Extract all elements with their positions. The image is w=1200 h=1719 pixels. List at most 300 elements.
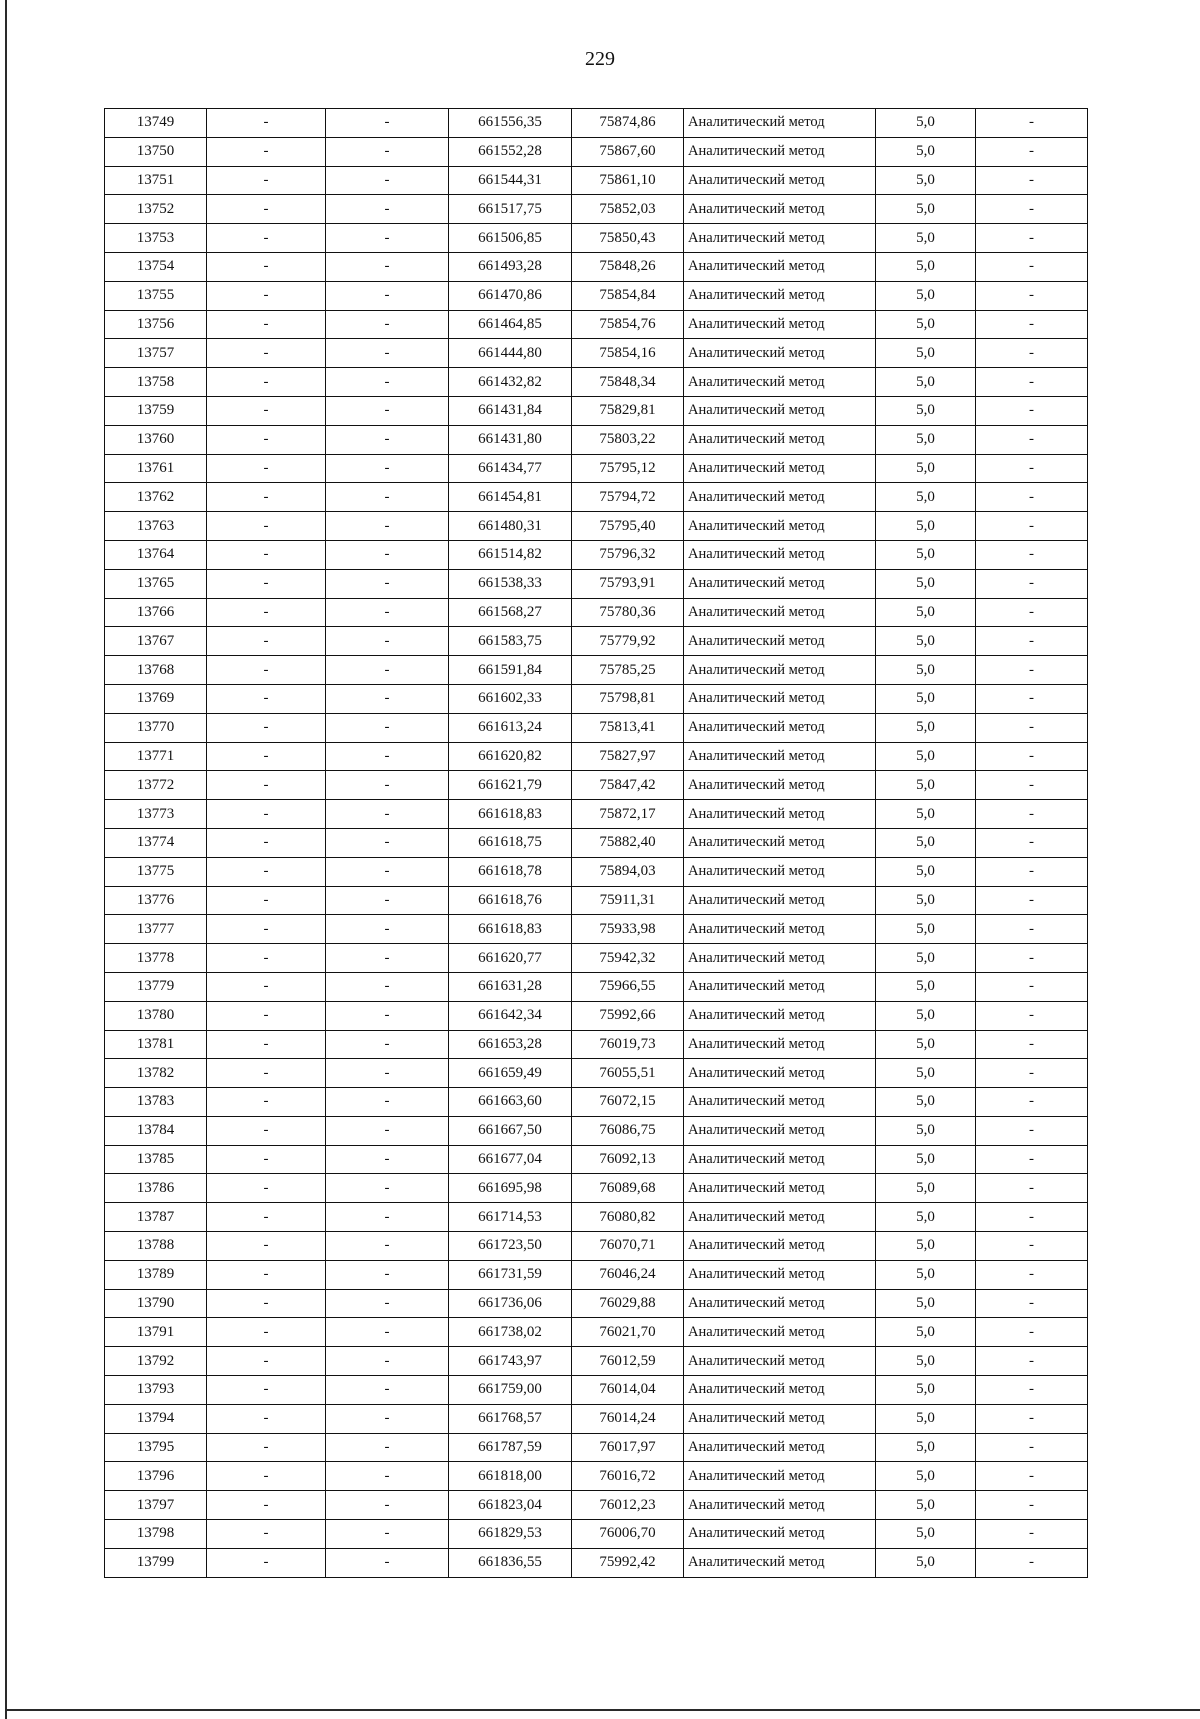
x-coordinate-cell: 661538,33 [449, 569, 572, 598]
accuracy-cell: 5,0 [876, 1376, 976, 1405]
col-3-cell: - [326, 1059, 449, 1088]
y-coordinate-cell: 76089,68 [572, 1174, 684, 1203]
y-coordinate-cell: 76055,51 [572, 1059, 684, 1088]
accuracy-cell: 5,0 [876, 1404, 976, 1433]
accuracy-cell: 5,0 [876, 1318, 976, 1347]
y-coordinate-cell: 75942,32 [572, 944, 684, 973]
point-number-cell: 13752 [105, 195, 207, 224]
x-coordinate-cell: 661659,49 [449, 1059, 572, 1088]
x-coordinate-cell: 661653,28 [449, 1030, 572, 1059]
point-number-cell: 13793 [105, 1376, 207, 1405]
accuracy-cell: 5,0 [876, 512, 976, 541]
col-3-cell: - [326, 1433, 449, 1462]
table-row [105, 771, 1088, 800]
method-cell: Аналитический метод [684, 1088, 876, 1117]
method-cell: Аналитический метод [684, 1404, 876, 1433]
accuracy-cell: 5,0 [876, 1030, 976, 1059]
y-coordinate-cell: 75848,34 [572, 368, 684, 397]
method-cell: Аналитический метод [684, 1520, 876, 1549]
y-coordinate-cell: 75850,43 [572, 224, 684, 253]
col-8-cell: - [976, 1376, 1088, 1405]
y-coordinate-cell: 75793,91 [572, 569, 684, 598]
y-coordinate-cell: 75882,40 [572, 828, 684, 857]
col-8-cell: - [976, 1203, 1088, 1232]
coordinates-table [104, 108, 1088, 1578]
accuracy-cell: 5,0 [876, 656, 976, 685]
accuracy-cell: 5,0 [876, 944, 976, 973]
point-number-cell: 13784 [105, 1116, 207, 1145]
accuracy-cell: 5,0 [876, 1548, 976, 1577]
method-cell: Аналитический метод [684, 1548, 876, 1577]
col-3-cell: - [326, 598, 449, 627]
point-number-cell: 13759 [105, 396, 207, 425]
table-row [105, 713, 1088, 742]
method-cell: Аналитический метод [684, 483, 876, 512]
x-coordinate-cell: 661787,59 [449, 1433, 572, 1462]
method-cell: Аналитический метод [684, 886, 876, 915]
col-3-cell: - [326, 1260, 449, 1289]
col-2-cell: - [207, 454, 326, 483]
accuracy-cell: 5,0 [876, 339, 976, 368]
col-2-cell: - [207, 195, 326, 224]
col-3-cell: - [326, 1404, 449, 1433]
col-2-cell: - [207, 483, 326, 512]
col-8-cell: - [976, 656, 1088, 685]
col-2-cell: - [207, 1260, 326, 1289]
table-row [105, 828, 1088, 857]
col-2-cell: - [207, 310, 326, 339]
accuracy-cell: 5,0 [876, 886, 976, 915]
page-border-left [5, 0, 7, 1719]
accuracy-cell: 5,0 [876, 1491, 976, 1520]
y-coordinate-cell: 76012,23 [572, 1491, 684, 1520]
table-row [105, 742, 1088, 771]
col-3-cell: - [326, 1001, 449, 1030]
col-2-cell: - [207, 944, 326, 973]
col-3-cell: - [326, 483, 449, 512]
col-3-cell: - [326, 857, 449, 886]
method-cell: Аналитический метод [684, 1030, 876, 1059]
accuracy-cell: 5,0 [876, 1174, 976, 1203]
col-3-cell: - [326, 512, 449, 541]
y-coordinate-cell: 75966,55 [572, 972, 684, 1001]
x-coordinate-cell: 661768,57 [449, 1404, 572, 1433]
col-8-cell: - [976, 1318, 1088, 1347]
col-3-cell: - [326, 1145, 449, 1174]
y-coordinate-cell: 76019,73 [572, 1030, 684, 1059]
point-number-cell: 13765 [105, 569, 207, 598]
accuracy-cell: 5,0 [876, 742, 976, 771]
method-cell: Аналитический метод [684, 1462, 876, 1491]
y-coordinate-cell: 76080,82 [572, 1203, 684, 1232]
col-8-cell: - [976, 1145, 1088, 1174]
col-2-cell: - [207, 540, 326, 569]
col-8-cell: - [976, 1404, 1088, 1433]
y-coordinate-cell: 75795,40 [572, 512, 684, 541]
method-cell: Аналитический метод [684, 944, 876, 973]
y-coordinate-cell: 76016,72 [572, 1462, 684, 1491]
y-coordinate-cell: 75911,31 [572, 886, 684, 915]
accuracy-cell: 5,0 [876, 771, 976, 800]
accuracy-cell: 5,0 [876, 569, 976, 598]
accuracy-cell: 5,0 [876, 1116, 976, 1145]
point-number-cell: 13773 [105, 800, 207, 829]
table-row [105, 1548, 1088, 1577]
col-8-cell: - [976, 310, 1088, 339]
method-cell: Аналитический метод [684, 1318, 876, 1347]
point-number-cell: 13788 [105, 1232, 207, 1261]
x-coordinate-cell: 661818,00 [449, 1462, 572, 1491]
x-coordinate-cell: 661621,79 [449, 771, 572, 800]
col-8-cell: - [976, 915, 1088, 944]
accuracy-cell: 5,0 [876, 195, 976, 224]
col-2-cell: - [207, 252, 326, 281]
point-number-cell: 13776 [105, 886, 207, 915]
y-coordinate-cell: 75848,26 [572, 252, 684, 281]
accuracy-cell: 5,0 [876, 1260, 976, 1289]
method-cell: Аналитический метод [684, 1145, 876, 1174]
col-3-cell: - [326, 656, 449, 685]
x-coordinate-cell: 661631,28 [449, 972, 572, 1001]
method-cell: Аналитический метод [684, 425, 876, 454]
method-cell: Аналитический метод [684, 368, 876, 397]
point-number-cell: 13777 [105, 915, 207, 944]
point-number-cell: 13750 [105, 137, 207, 166]
y-coordinate-cell: 76012,59 [572, 1347, 684, 1376]
accuracy-cell: 5,0 [876, 1462, 976, 1491]
col-2-cell: - [207, 512, 326, 541]
col-3-cell: - [326, 540, 449, 569]
point-number-cell: 13754 [105, 252, 207, 281]
col-2-cell: - [207, 1376, 326, 1405]
y-coordinate-cell: 76070,71 [572, 1232, 684, 1261]
table-row [105, 368, 1088, 397]
x-coordinate-cell: 661695,98 [449, 1174, 572, 1203]
col-2-cell: - [207, 656, 326, 685]
method-cell: Аналитический метод [684, 281, 876, 310]
col-3-cell: - [326, 1548, 449, 1577]
table-row [105, 684, 1088, 713]
col-8-cell: - [976, 627, 1088, 656]
accuracy-cell: 5,0 [876, 1203, 976, 1232]
point-number-cell: 13778 [105, 944, 207, 973]
table-row [105, 627, 1088, 656]
table-row [105, 339, 1088, 368]
col-2-cell: - [207, 339, 326, 368]
col-8-cell: - [976, 972, 1088, 1001]
method-cell: Аналитический метод [684, 339, 876, 368]
col-3-cell: - [326, 396, 449, 425]
col-3-cell: - [326, 684, 449, 713]
y-coordinate-cell: 75867,60 [572, 137, 684, 166]
col-2-cell: - [207, 1088, 326, 1117]
y-coordinate-cell: 75872,17 [572, 800, 684, 829]
col-3-cell: - [326, 1347, 449, 1376]
col-3-cell: - [326, 742, 449, 771]
col-2-cell: - [207, 1347, 326, 1376]
method-cell: Аналитический метод [684, 224, 876, 253]
col-8-cell: - [976, 339, 1088, 368]
point-number-cell: 13769 [105, 684, 207, 713]
col-3-cell: - [326, 454, 449, 483]
method-cell: Аналитический метод [684, 598, 876, 627]
y-coordinate-cell: 76017,97 [572, 1433, 684, 1462]
table-row [105, 483, 1088, 512]
accuracy-cell: 5,0 [876, 166, 976, 195]
accuracy-cell: 5,0 [876, 483, 976, 512]
method-cell: Аналитический метод [684, 742, 876, 771]
table-row [105, 252, 1088, 281]
point-number-cell: 13779 [105, 972, 207, 1001]
accuracy-cell: 5,0 [876, 1289, 976, 1318]
x-coordinate-cell: 661480,31 [449, 512, 572, 541]
point-number-cell: 13760 [105, 425, 207, 454]
col-2-cell: - [207, 224, 326, 253]
y-coordinate-cell: 75992,66 [572, 1001, 684, 1030]
col-2-cell: - [207, 627, 326, 656]
point-number-cell: 13758 [105, 368, 207, 397]
col-8-cell: - [976, 224, 1088, 253]
table-row [105, 972, 1088, 1001]
col-8-cell: - [976, 800, 1088, 829]
y-coordinate-cell: 76014,04 [572, 1376, 684, 1405]
accuracy-cell: 5,0 [876, 1088, 976, 1117]
x-coordinate-cell: 661544,31 [449, 166, 572, 195]
y-coordinate-cell: 75854,84 [572, 281, 684, 310]
col-2-cell: - [207, 771, 326, 800]
table-row [105, 1088, 1088, 1117]
col-8-cell: - [976, 742, 1088, 771]
point-number-cell: 13798 [105, 1520, 207, 1549]
x-coordinate-cell: 661743,97 [449, 1347, 572, 1376]
y-coordinate-cell: 76092,13 [572, 1145, 684, 1174]
method-cell: Аналитический метод [684, 1347, 876, 1376]
accuracy-cell: 5,0 [876, 1347, 976, 1376]
col-8-cell: - [976, 252, 1088, 281]
method-cell: Аналитический метод [684, 569, 876, 598]
table-row [105, 137, 1088, 166]
point-number-cell: 13756 [105, 310, 207, 339]
x-coordinate-cell: 661432,82 [449, 368, 572, 397]
col-3-cell: - [326, 1376, 449, 1405]
col-8-cell: - [976, 1174, 1088, 1203]
point-number-cell: 13780 [105, 1001, 207, 1030]
table-row [105, 1203, 1088, 1232]
table-row [105, 1260, 1088, 1289]
point-number-cell: 13764 [105, 540, 207, 569]
col-8-cell: - [976, 109, 1088, 138]
accuracy-cell: 5,0 [876, 252, 976, 281]
point-number-cell: 13763 [105, 512, 207, 541]
table-row [105, 1232, 1088, 1261]
x-coordinate-cell: 661723,50 [449, 1232, 572, 1261]
point-number-cell: 13796 [105, 1462, 207, 1491]
col-2-cell: - [207, 569, 326, 598]
table-row [105, 425, 1088, 454]
x-coordinate-cell: 661431,84 [449, 396, 572, 425]
page-border-bottom [5, 1709, 1200, 1711]
col-8-cell: - [976, 771, 1088, 800]
col-8-cell: - [976, 1030, 1088, 1059]
col-3-cell: - [326, 944, 449, 973]
x-coordinate-cell: 661493,28 [449, 252, 572, 281]
accuracy-cell: 5,0 [876, 310, 976, 339]
method-cell: Аналитический метод [684, 627, 876, 656]
table-row [105, 857, 1088, 886]
method-cell: Аналитический метод [684, 713, 876, 742]
method-cell: Аналитический метод [684, 109, 876, 138]
table-row [105, 944, 1088, 973]
col-2-cell: - [207, 1318, 326, 1347]
table-row [105, 1520, 1088, 1549]
col-2-cell: - [207, 1289, 326, 1318]
table-row [105, 569, 1088, 598]
col-2-cell: - [207, 828, 326, 857]
col-3-cell: - [326, 1318, 449, 1347]
accuracy-cell: 5,0 [876, 915, 976, 944]
x-coordinate-cell: 661568,27 [449, 598, 572, 627]
y-coordinate-cell: 75992,42 [572, 1548, 684, 1577]
y-coordinate-cell: 75803,22 [572, 425, 684, 454]
method-cell: Аналитический метод [684, 1174, 876, 1203]
accuracy-cell: 5,0 [876, 1433, 976, 1462]
y-coordinate-cell: 76014,24 [572, 1404, 684, 1433]
col-2-cell: - [207, 742, 326, 771]
col-2-cell: - [207, 972, 326, 1001]
col-8-cell: - [976, 1001, 1088, 1030]
y-coordinate-cell: 75847,42 [572, 771, 684, 800]
y-coordinate-cell: 75829,81 [572, 396, 684, 425]
x-coordinate-cell: 661618,76 [449, 886, 572, 915]
method-cell: Аналитический метод [684, 800, 876, 829]
x-coordinate-cell: 661556,35 [449, 109, 572, 138]
y-coordinate-cell: 75795,12 [572, 454, 684, 483]
table-row [105, 224, 1088, 253]
method-cell: Аналитический метод [684, 1116, 876, 1145]
accuracy-cell: 5,0 [876, 598, 976, 627]
col-3-cell: - [326, 771, 449, 800]
table-row [105, 656, 1088, 685]
point-number-cell: 13795 [105, 1433, 207, 1462]
x-coordinate-cell: 661602,33 [449, 684, 572, 713]
method-cell: Аналитический метод [684, 1232, 876, 1261]
col-2-cell: - [207, 886, 326, 915]
col-8-cell: - [976, 1491, 1088, 1520]
method-cell: Аналитический метод [684, 1260, 876, 1289]
method-cell: Аналитический метод [684, 857, 876, 886]
col-2-cell: - [207, 1116, 326, 1145]
col-3-cell: - [326, 252, 449, 281]
table-row [105, 109, 1088, 138]
point-number-cell: 13761 [105, 454, 207, 483]
col-2-cell: - [207, 1462, 326, 1491]
col-2-cell: - [207, 1433, 326, 1462]
col-2-cell: - [207, 857, 326, 886]
col-3-cell: - [326, 195, 449, 224]
accuracy-cell: 5,0 [876, 1001, 976, 1030]
col-8-cell: - [976, 540, 1088, 569]
col-3-cell: - [326, 627, 449, 656]
accuracy-cell: 5,0 [876, 368, 976, 397]
col-8-cell: - [976, 944, 1088, 973]
point-number-cell: 13768 [105, 656, 207, 685]
x-coordinate-cell: 661667,50 [449, 1116, 572, 1145]
col-2-cell: - [207, 166, 326, 195]
col-3-cell: - [326, 915, 449, 944]
x-coordinate-cell: 661738,02 [449, 1318, 572, 1347]
col-3-cell: - [326, 224, 449, 253]
col-8-cell: - [976, 1347, 1088, 1376]
method-cell: Аналитический метод [684, 828, 876, 857]
table-row [105, 1491, 1088, 1520]
col-3-cell: - [326, 800, 449, 829]
col-3-cell: - [326, 1088, 449, 1117]
col-3-cell: - [326, 1116, 449, 1145]
col-8-cell: - [976, 828, 1088, 857]
col-8-cell: - [976, 425, 1088, 454]
col-8-cell: - [976, 512, 1088, 541]
x-coordinate-cell: 661677,04 [449, 1145, 572, 1174]
col-2-cell: - [207, 425, 326, 454]
x-coordinate-cell: 661583,75 [449, 627, 572, 656]
y-coordinate-cell: 75854,76 [572, 310, 684, 339]
x-coordinate-cell: 661618,83 [449, 915, 572, 944]
table-row [105, 166, 1088, 195]
y-coordinate-cell: 75780,36 [572, 598, 684, 627]
y-coordinate-cell: 75874,86 [572, 109, 684, 138]
point-number-cell: 13775 [105, 857, 207, 886]
col-8-cell: - [976, 1059, 1088, 1088]
table-row [105, 310, 1088, 339]
point-number-cell: 13790 [105, 1289, 207, 1318]
y-coordinate-cell: 75794,72 [572, 483, 684, 512]
x-coordinate-cell: 661829,53 [449, 1520, 572, 1549]
point-number-cell: 13751 [105, 166, 207, 195]
x-coordinate-cell: 661823,04 [449, 1491, 572, 1520]
col-8-cell: - [976, 195, 1088, 224]
y-coordinate-cell: 76021,70 [572, 1318, 684, 1347]
x-coordinate-cell: 661618,78 [449, 857, 572, 886]
col-8-cell: - [976, 1548, 1088, 1577]
col-8-cell: - [976, 137, 1088, 166]
col-8-cell: - [976, 1462, 1088, 1491]
x-coordinate-cell: 661618,75 [449, 828, 572, 857]
col-3-cell: - [326, 281, 449, 310]
x-coordinate-cell: 661591,84 [449, 656, 572, 685]
table-row [105, 454, 1088, 483]
point-number-cell: 13770 [105, 713, 207, 742]
y-coordinate-cell: 75796,32 [572, 540, 684, 569]
method-cell: Аналитический метод [684, 1203, 876, 1232]
method-cell: Аналитический метод [684, 1433, 876, 1462]
col-3-cell: - [326, 368, 449, 397]
table-row [105, 1318, 1088, 1347]
point-number-cell: 13767 [105, 627, 207, 656]
point-number-cell: 13783 [105, 1088, 207, 1117]
col-3-cell: - [326, 166, 449, 195]
y-coordinate-cell: 76086,75 [572, 1116, 684, 1145]
x-coordinate-cell: 661618,83 [449, 800, 572, 829]
point-number-cell: 13787 [105, 1203, 207, 1232]
col-2-cell: - [207, 109, 326, 138]
x-coordinate-cell: 661620,82 [449, 742, 572, 771]
table-row [105, 1145, 1088, 1174]
x-coordinate-cell: 661431,80 [449, 425, 572, 454]
col-8-cell: - [976, 483, 1088, 512]
col-3-cell: - [326, 569, 449, 598]
table-row [105, 512, 1088, 541]
accuracy-cell: 5,0 [876, 281, 976, 310]
